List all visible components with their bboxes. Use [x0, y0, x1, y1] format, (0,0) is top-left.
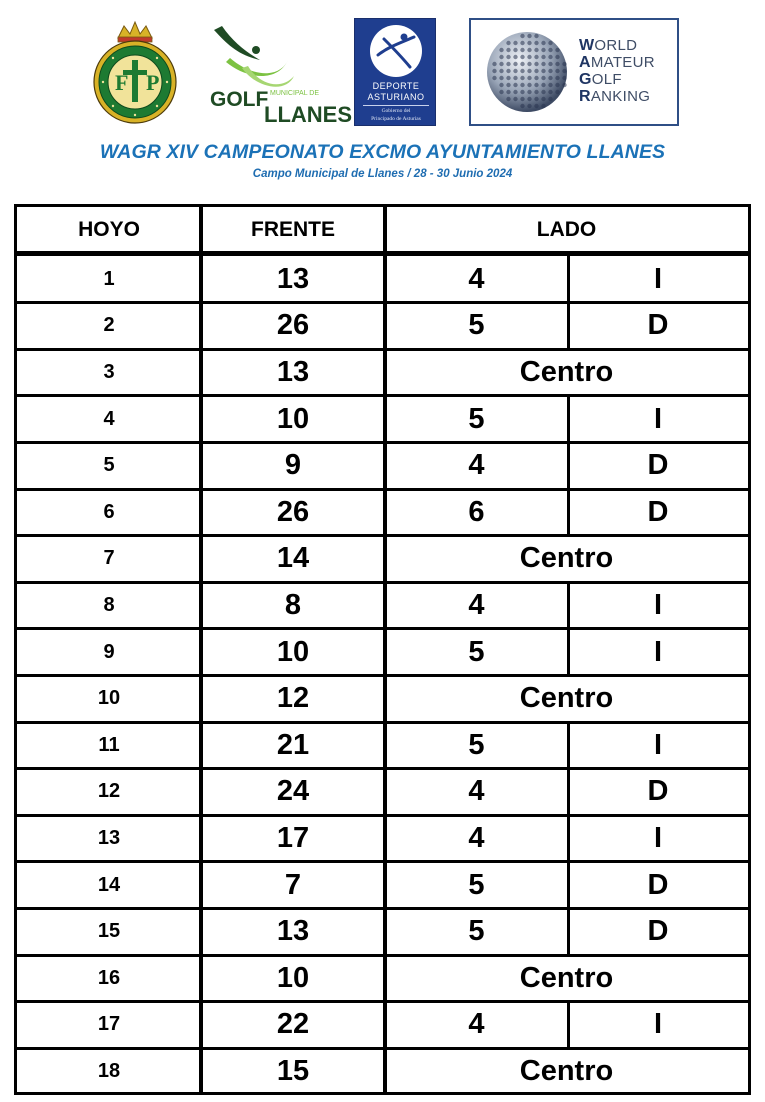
side-cell: I: [653, 402, 663, 435]
side-divider: [567, 815, 570, 862]
hoyo-cell: 12: [97, 780, 121, 803]
dimple: [541, 48, 545, 52]
side-cell: I: [653, 1008, 663, 1041]
dimple: [506, 83, 510, 87]
dimple: [520, 41, 524, 45]
dimple: [555, 48, 559, 52]
dep-line4: Principado de Asturias: [371, 116, 421, 122]
dimple: [506, 41, 510, 45]
centro-cell: Centro: [519, 355, 614, 388]
dimple: [555, 76, 559, 80]
column-divider: [383, 442, 387, 489]
frente-cell: 22: [276, 1008, 310, 1041]
side-cell: I: [653, 821, 663, 854]
llanes-word: LLANES: [264, 102, 352, 127]
column-divider: [199, 629, 203, 676]
dimple: [541, 97, 545, 101]
hoyo-cell: 13: [97, 826, 121, 849]
dimple: [506, 76, 510, 80]
dimple: [513, 41, 517, 45]
side-divider: [567, 396, 570, 443]
dimple: [555, 55, 559, 59]
column-divider: [199, 256, 203, 303]
golf-llanes-logo: [208, 20, 352, 128]
dimple: [492, 76, 496, 80]
fgpa-crest-icon: [88, 18, 182, 126]
header-divider: [383, 207, 387, 252]
lado-cell: 4: [468, 262, 485, 295]
frente-cell: 10: [276, 402, 310, 435]
hoyo-cell: 2: [103, 314, 115, 337]
frente-cell: 9: [284, 449, 302, 482]
dimple: [499, 90, 503, 94]
dimple: [541, 62, 545, 66]
svg-text:F: F: [115, 70, 129, 95]
frente-cell: 26: [276, 495, 310, 528]
column-divider: [199, 349, 203, 396]
frente-cell: 24: [276, 775, 310, 808]
pin-positions-table: [14, 204, 751, 1095]
wagr-world: WORLD: [579, 37, 638, 54]
dimple: [513, 76, 517, 80]
dimple: [520, 83, 524, 87]
dimple: [548, 55, 552, 59]
dimple: [499, 55, 503, 59]
dimple: [534, 69, 538, 73]
hoyo-cell: 3: [103, 360, 115, 383]
dimple: [492, 62, 496, 66]
runner-icon: [370, 25, 422, 77]
dimple: [513, 69, 517, 73]
golf-ball-icon: [485, 30, 569, 114]
lado-cell: 4: [468, 821, 485, 854]
lado-cell: 5: [468, 915, 485, 948]
dimple: [499, 83, 503, 87]
dimple: [562, 83, 566, 87]
dimple: [527, 62, 531, 66]
side-cell: I: [653, 262, 663, 295]
hoyo-cell: 9: [103, 640, 115, 663]
dimple: [534, 48, 538, 52]
lado-cell: 4: [468, 449, 485, 482]
column-divider: [199, 722, 203, 769]
dimple: [548, 48, 552, 52]
side-divider: [567, 722, 570, 769]
lado-cell: 5: [468, 868, 485, 901]
side-cell: D: [647, 868, 669, 901]
column-divider: [199, 303, 203, 350]
dimple: [506, 62, 510, 66]
dimple: [555, 83, 559, 87]
column-divider: [199, 582, 203, 629]
dimple: [499, 62, 503, 66]
lado-cell: 5: [468, 728, 485, 761]
dimple: [534, 41, 538, 45]
dep-circle: [370, 25, 422, 77]
column-divider: [199, 862, 203, 909]
side-divider: [567, 489, 570, 536]
hoyo-cell: 17: [97, 1013, 121, 1036]
dimple: [520, 69, 524, 73]
column-divider: [199, 675, 203, 722]
column-divider: [383, 303, 387, 350]
frente-cell: 13: [276, 915, 310, 948]
dep-line3: Gobierno del: [381, 108, 411, 114]
lado-cell: 4: [468, 1008, 485, 1041]
column-divider: [199, 536, 203, 583]
side-divider: [567, 629, 570, 676]
side-cell: D: [647, 495, 669, 528]
dep-background: [354, 18, 436, 126]
dimple: [548, 41, 552, 45]
dimple: [513, 48, 517, 52]
dimple: [534, 97, 538, 101]
frente-cell: 26: [276, 309, 310, 342]
hoyo-cell: 6: [103, 500, 115, 523]
dimple: [534, 62, 538, 66]
column-divider: [199, 769, 203, 816]
column-divider: [199, 1048, 203, 1095]
dimple: [513, 90, 517, 94]
wagr-logo: [469, 18, 679, 126]
dimple: [548, 90, 552, 94]
dimple: [548, 69, 552, 73]
dimple: [541, 83, 545, 87]
wagr-amateur: AMATEUR: [579, 54, 655, 71]
hoyo-cell: 8: [103, 593, 115, 616]
lado-cell: 5: [468, 309, 485, 342]
dimple: [506, 55, 510, 59]
side-divider: [567, 1002, 570, 1049]
dimple: [548, 97, 552, 101]
dimple: [513, 55, 517, 59]
side-divider: [567, 769, 570, 816]
dimple: [548, 83, 552, 87]
dimple: [520, 34, 524, 38]
column-divider: [383, 675, 387, 722]
hoyo-cell: 18: [97, 1059, 121, 1082]
dimple: [548, 76, 552, 80]
column-divider: [383, 1048, 387, 1095]
hoyo-cell: 10: [97, 687, 121, 710]
column-divider: [383, 769, 387, 816]
dimple: [555, 90, 559, 94]
dimple: [527, 41, 531, 45]
column-divider: [199, 955, 203, 1002]
dimple: [506, 48, 510, 52]
column-divider: [383, 862, 387, 909]
dimple: [541, 76, 545, 80]
side-divider: [567, 303, 570, 350]
dep-line2: ASTURIANO: [367, 92, 425, 102]
dimple: [534, 76, 538, 80]
side-divider: [567, 256, 570, 303]
wagr-golf: GOLF: [579, 71, 622, 88]
dimple: [520, 55, 524, 59]
dimple: [520, 76, 524, 80]
column-divider: [383, 489, 387, 536]
dimple: [513, 97, 517, 101]
side-cell: D: [647, 775, 669, 808]
dimple: [520, 104, 524, 108]
column-divider: [199, 489, 203, 536]
column-divider: [199, 908, 203, 955]
hoyo-cell: 15: [97, 920, 121, 943]
column-divider: [383, 536, 387, 583]
dimple: [499, 76, 503, 80]
golf-word: GOLF: [210, 88, 269, 111]
hoyo-cell: 16: [97, 966, 121, 989]
dimple: [527, 76, 531, 80]
dimple: [527, 83, 531, 87]
column-divider: [199, 1002, 203, 1049]
column-divider: [383, 629, 387, 676]
side-cell: D: [647, 309, 669, 342]
centro-cell: Centro: [519, 682, 614, 715]
dimple: [520, 62, 524, 66]
frente-cell: 21: [276, 728, 310, 761]
frente-cell: 15: [276, 1054, 310, 1087]
hoyo-cell: 4: [103, 407, 115, 430]
hoyo-cell: 14: [97, 873, 121, 896]
column-divider: [383, 582, 387, 629]
centro-cell: Centro: [519, 1054, 614, 1087]
lado-cell: 5: [468, 635, 485, 668]
dimple: [548, 62, 552, 66]
column-divider: [383, 396, 387, 443]
dimple: [499, 48, 503, 52]
header-divider: [199, 207, 203, 252]
dimple: [492, 69, 496, 73]
side-cell: I: [653, 728, 663, 761]
dimple: [562, 69, 566, 73]
column-divider: [383, 256, 387, 303]
column-divider: [383, 955, 387, 1002]
frente-cell: 17: [276, 821, 310, 854]
hoyo-cell: 1: [103, 267, 115, 290]
dimple: [562, 62, 566, 66]
dimple: [520, 48, 524, 52]
dimple: [541, 69, 545, 73]
side-cell: I: [653, 635, 663, 668]
frente-cell: 10: [276, 635, 310, 668]
frente-cell: 12: [276, 682, 310, 715]
column-divider: [199, 396, 203, 443]
centro-cell: Centro: [519, 961, 614, 994]
side-divider: [567, 862, 570, 909]
dimple: [541, 90, 545, 94]
side-cell: D: [647, 449, 669, 482]
dimple: [541, 41, 545, 45]
dimple: [534, 55, 538, 59]
dimple: [527, 97, 531, 101]
dimple: [534, 90, 538, 94]
svg-text:P: P: [146, 70, 160, 95]
dimple: [520, 90, 524, 94]
frente-cell: 13: [276, 262, 310, 295]
dimple: [527, 104, 531, 108]
frente-cell: 7: [284, 868, 302, 901]
hoyo-cell: 7: [103, 547, 115, 570]
column-divider: [199, 815, 203, 862]
dimple: [513, 62, 517, 66]
centro-cell: Centro: [519, 542, 614, 575]
dimple: [513, 83, 517, 87]
dimple: [555, 62, 559, 66]
lado-cell: 4: [468, 775, 485, 808]
lado-cell: 4: [468, 588, 485, 621]
column-divider: [383, 815, 387, 862]
hoyo-cell: 11: [98, 733, 120, 756]
header-lado: LADO: [536, 217, 597, 241]
dimple: [527, 48, 531, 52]
side-divider: [567, 908, 570, 955]
column-divider: [383, 722, 387, 769]
column-divider: [199, 442, 203, 489]
dimple: [541, 104, 545, 108]
lado-cell: 5: [468, 402, 485, 435]
dimple: [534, 104, 538, 108]
hoyo-cell: 5: [103, 454, 115, 477]
dimple: [562, 76, 566, 80]
dimple: [541, 55, 545, 59]
dimple: [534, 83, 538, 87]
dimple: [527, 90, 531, 94]
side-divider: [567, 442, 570, 489]
dimple: [534, 34, 538, 38]
frente-cell: 14: [276, 542, 310, 575]
frente-cell: 10: [276, 961, 310, 994]
dimple: [527, 55, 531, 59]
lado-cell: 6: [468, 495, 485, 528]
dimple: [506, 97, 510, 101]
dimple: [527, 34, 531, 38]
dimple: [506, 69, 510, 73]
dimple: [499, 69, 503, 73]
page-title: WAGR XIV CAMPEONATO EXCMO AYUNTAMIENTO LLANES: [99, 141, 666, 163]
page-subtitle: Campo Municipal de Llanes / 28 - 30 Junio 2024: [252, 168, 513, 180]
dimple: [506, 90, 510, 94]
side-cell: D: [647, 915, 669, 948]
header-hoyo: HOYO: [78, 217, 140, 241]
side-divider: [567, 582, 570, 629]
dep-line1: DEPORTE: [372, 81, 420, 91]
column-divider: [383, 349, 387, 396]
fgpa-logo: [88, 18, 182, 126]
wagr-ranking: RANKING: [579, 88, 651, 105]
deporte-asturiano-logo: [354, 18, 436, 126]
column-divider: [383, 908, 387, 955]
side-cell: I: [653, 588, 663, 621]
dep-divider: [363, 105, 429, 106]
dimple: [555, 69, 559, 73]
frente-cell: 13: [276, 355, 310, 388]
municipal-word: MUNICIPAL DE: [270, 90, 320, 97]
frente-cell: 8: [284, 588, 302, 621]
dimple: [527, 69, 531, 73]
dimple: [520, 97, 524, 101]
column-divider: [383, 1002, 387, 1049]
header-frente: FRENTE: [251, 217, 335, 241]
